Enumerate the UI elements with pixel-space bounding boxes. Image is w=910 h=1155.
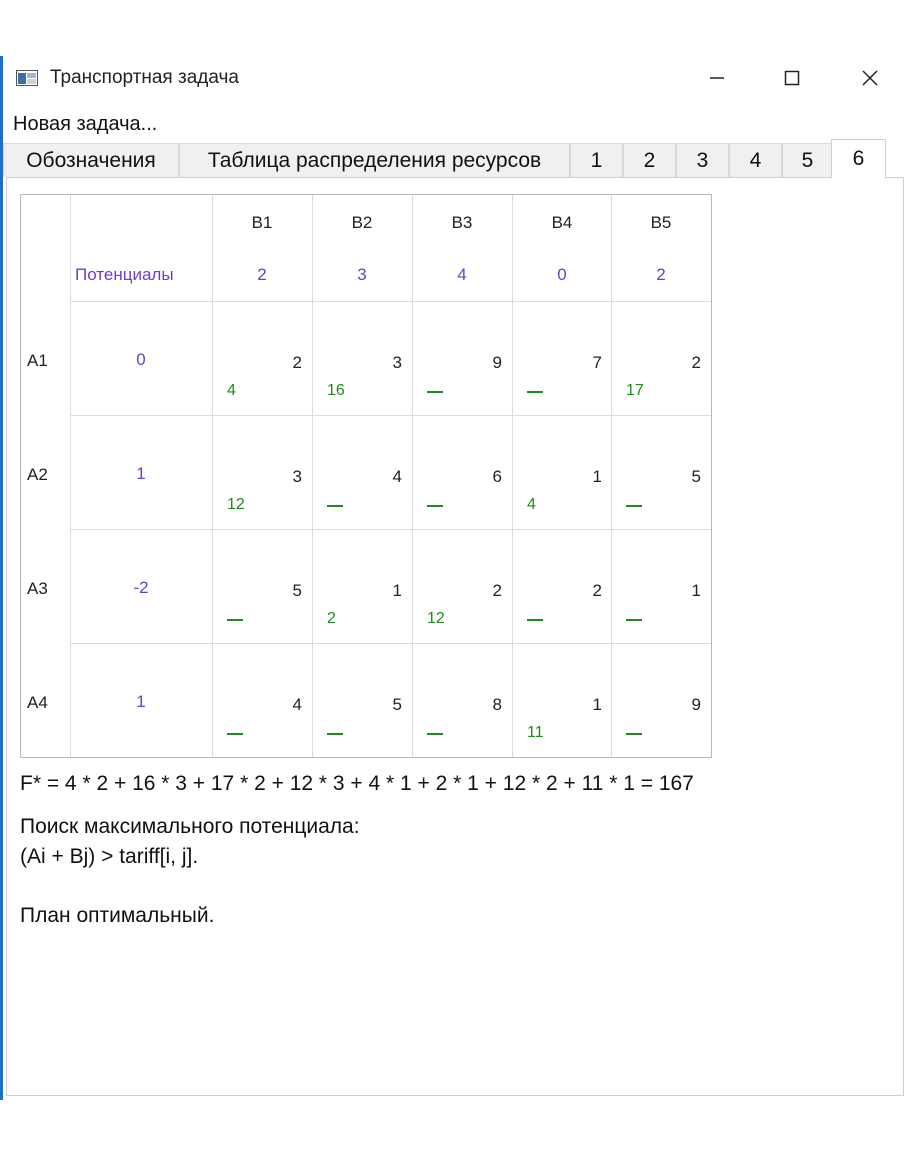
tab-step-2[interactable]: 2	[623, 143, 676, 177]
cell-empty-dash	[527, 391, 543, 393]
row-potential-a3: -2	[133, 578, 149, 597]
column-potential-b2: 3	[357, 265, 367, 284]
column-potential-b3: 4	[457, 265, 467, 284]
cell-cost: 3	[392, 353, 402, 372]
tab-step-1[interactable]: 1	[570, 143, 623, 177]
cell-empty-dash	[227, 619, 243, 621]
close-button[interactable]	[835, 56, 905, 100]
cell-allocation: 12	[227, 496, 245, 513]
menu-new-task[interactable]: Новая задача...	[13, 113, 158, 135]
cell-cost: 5	[691, 467, 701, 486]
cell-cost: 7	[592, 353, 602, 372]
row-potential-a2: 1	[136, 464, 146, 483]
search-title: Поиск максимального потенциала:	[20, 815, 360, 838]
cell-allocation: 16	[327, 382, 345, 399]
cell-cost: 8	[492, 695, 502, 714]
cell-empty-dash	[527, 619, 543, 621]
cell-cost: 5	[392, 695, 402, 714]
potentials-label: Потенциалы	[75, 265, 174, 284]
column-potential-b4: 0	[557, 265, 567, 284]
column-header-b1: B1	[251, 213, 273, 232]
window-title: Транспортная задача	[50, 67, 239, 88]
distribution-table	[20, 194, 712, 758]
objective-formula: F* = 4 * 2 + 16 * 3 + 17 * 2 + 12 * 3 + 4 * 1 + 2 * 1 + 12 * 2 + 11 * 1 = 167	[20, 772, 694, 795]
cell-cost: 1	[592, 695, 602, 714]
column-header-b5: B5	[650, 213, 672, 232]
row-label-a4: A4	[27, 693, 48, 712]
cell-cost: 1	[592, 467, 602, 486]
column-header-b4: B4	[551, 213, 573, 232]
column-potential-b5: 2	[656, 265, 666, 284]
row-label-a2: A2	[27, 465, 48, 484]
cell-cost: 1	[392, 581, 402, 600]
cell-empty-dash	[626, 619, 642, 621]
tab-strip	[3, 141, 888, 178]
tab-step-6[interactable]: 6	[831, 139, 886, 178]
cell-allocation: 4	[527, 496, 536, 513]
cell-cost: 2	[592, 581, 602, 600]
cell-cost: 6	[492, 467, 502, 486]
optimality-condition: (Ai + Bj) > tariff[i, j].	[20, 845, 199, 868]
cell-cost: 5	[292, 581, 302, 600]
plan-result: План оптимальный.	[20, 904, 215, 927]
tab-notations[interactable]: Обозначения	[3, 143, 179, 177]
tab-resource-table[interactable]: Таблица распределения ресурсов	[179, 143, 570, 177]
row-label-a1: A1	[27, 351, 48, 370]
cell-cost: 3	[292, 467, 302, 486]
window-edge	[0, 56, 3, 1100]
cell-empty-dash	[327, 505, 343, 507]
minimize-icon	[709, 70, 725, 86]
cell-cost: 2	[292, 353, 302, 372]
cell-empty-dash	[227, 733, 243, 735]
cell-allocation: 17	[626, 382, 644, 399]
cell-cost: 9	[691, 695, 701, 714]
row-potential-a4: 1	[136, 692, 146, 711]
cell-allocation: 2	[327, 610, 336, 627]
app-window-icon	[16, 70, 38, 86]
cell-empty-dash	[626, 505, 642, 507]
cell-cost: 4	[392, 467, 402, 486]
cell-cost: 1	[691, 581, 701, 600]
column-header-b2: B2	[351, 213, 373, 232]
cell-allocation: 12	[427, 610, 445, 627]
maximize-icon	[784, 70, 800, 86]
row-potential-a1: 0	[136, 350, 146, 369]
cell-allocation: 4	[227, 382, 236, 399]
column-potential-b1: 2	[257, 265, 267, 284]
column-header-b3: B3	[451, 213, 473, 232]
maximize-button[interactable]	[757, 56, 827, 100]
cell-empty-dash	[427, 733, 443, 735]
cell-allocation: 11	[527, 724, 544, 741]
cell-empty-dash	[626, 733, 642, 735]
cell-cost: 2	[492, 581, 502, 600]
close-icon	[861, 69, 879, 87]
tab-step-5[interactable]: 5	[782, 143, 833, 177]
tab-step-3[interactable]: 3	[676, 143, 729, 177]
minimize-button[interactable]	[682, 56, 752, 100]
cell-cost: 9	[492, 353, 502, 372]
cell-empty-dash	[327, 733, 343, 735]
title-bar[interactable]	[3, 56, 910, 100]
tab-step-4[interactable]: 4	[729, 143, 782, 177]
cell-empty-dash	[427, 505, 443, 507]
cell-empty-dash	[427, 391, 443, 393]
cell-cost: 4	[292, 695, 302, 714]
row-label-a3: A3	[27, 579, 48, 598]
cell-cost: 2	[691, 353, 701, 372]
